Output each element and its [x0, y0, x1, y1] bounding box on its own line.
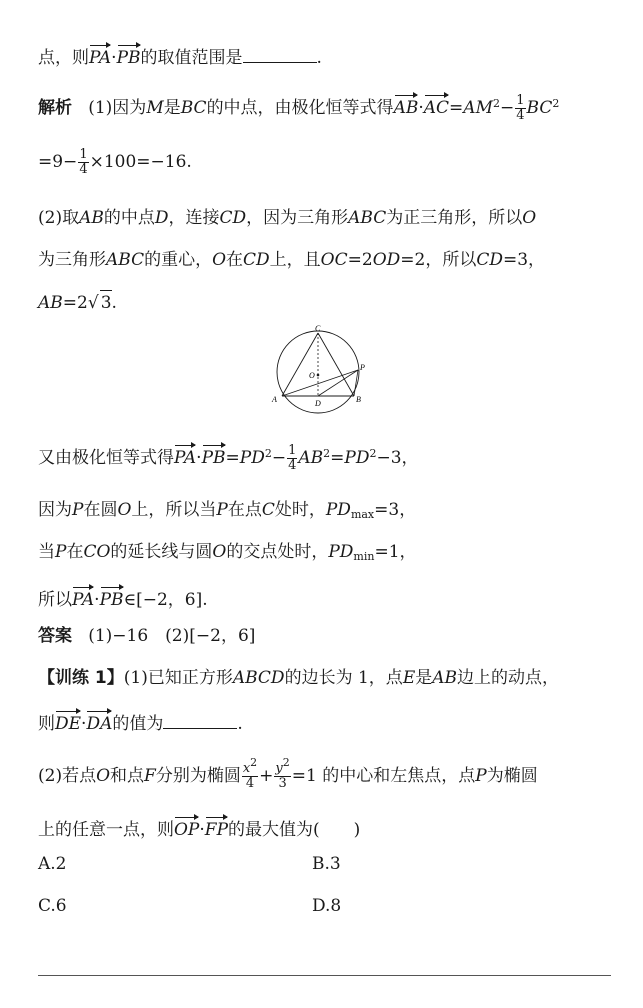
exponent: 2 — [369, 447, 377, 460]
label-C: C — [315, 324, 321, 333]
text: 的延长线与圆 — [110, 542, 213, 562]
text: 边上的动点， — [457, 668, 560, 688]
question-tail-line — [38, 44, 613, 70]
answer-text: (1)−16 (2)[−2，6] — [88, 626, 256, 646]
text: 的边长为 1，点 — [284, 668, 403, 688]
var-AB: AB — [432, 668, 458, 688]
exponent: 2 — [323, 447, 331, 460]
text: =1 的中心和左焦点，点 — [291, 766, 476, 786]
text: 当 — [38, 542, 55, 562]
text: 所以 — [38, 590, 72, 610]
text: 是 — [415, 668, 433, 688]
answer-label: 答案 — [38, 626, 72, 646]
denominator: 4 — [245, 776, 255, 791]
var-PD: PD — [328, 542, 354, 562]
exponent: 2 — [492, 97, 500, 110]
var-CO: CO — [83, 542, 111, 562]
training-label: 【训练 1】 — [38, 668, 124, 688]
text: 上，所以当 — [131, 500, 217, 520]
text: = — [225, 448, 240, 468]
text: ∈[−2，6]. — [123, 590, 208, 610]
var-ABC: ABC — [106, 250, 145, 270]
label-P: P — [360, 363, 365, 372]
var-O: O — [212, 250, 227, 270]
var-OD: OD — [372, 250, 401, 270]
var-CD: CD — [243, 250, 270, 270]
solution-line-6: 又由极化恒等式得$PA\cdot PB=PD^2-$ $\frac{1}{4}$ $AB^2=PD^2-3$， — [38, 443, 419, 473]
footer-divider — [38, 975, 611, 976]
text: 在点 — [227, 500, 262, 520]
label-B: B — [356, 395, 361, 404]
answer-line — [38, 624, 613, 648]
var-BC: BC — [180, 98, 207, 118]
solution-line-2 — [38, 148, 613, 177]
text: ，因为三角形 — [246, 208, 349, 228]
var-D: D — [154, 208, 169, 228]
training-line-3: (2)若点O和点F分别为椭圆 $\frac{x^2}{4}$ + $\frac{y^2}{3}$ =1 的中心和左焦点，点P为椭圆 — [38, 756, 538, 791]
exponent: 2 — [552, 97, 560, 110]
var-P: P — [216, 500, 228, 520]
text: 的交点处时， — [226, 542, 329, 562]
exponent: 2 — [250, 756, 258, 769]
vector-PA: PA — [89, 44, 111, 70]
text: 又由极化恒等式得 — [38, 448, 174, 468]
var-P: P — [475, 766, 487, 786]
text: 上，且 — [269, 250, 321, 270]
text: =3， — [374, 500, 417, 520]
numerator: 1 — [79, 147, 88, 162]
var-AB: AB — [79, 208, 104, 228]
option-C: C.6 — [38, 896, 67, 916]
var-y: y — [275, 761, 283, 776]
text: 是 — [163, 98, 181, 118]
text: (2)若点 — [38, 766, 97, 786]
text: 的最大值为( ) — [228, 820, 361, 840]
var-O: O — [212, 542, 227, 562]
fraction-quarter — [78, 148, 88, 177]
center-point-O — [317, 374, 320, 377]
exponent: 2 — [264, 447, 272, 460]
fraction-quarter — [287, 444, 297, 473]
answer-blank — [163, 710, 237, 729]
segment-BC — [318, 333, 354, 396]
training-line-1 — [38, 666, 613, 690]
text: =3， — [502, 250, 546, 270]
text: 在 — [226, 250, 244, 270]
text: =2 — [62, 293, 88, 313]
text: 处时， — [274, 500, 326, 520]
var-CD: CD — [219, 208, 247, 228]
text: . — [111, 293, 117, 313]
var-CD: CD — [476, 250, 503, 270]
text: . — [237, 714, 243, 734]
text: 的中点 — [103, 208, 155, 228]
text: 的中点，由极化恒等式得 — [206, 98, 394, 118]
var-PD: PD — [344, 448, 370, 468]
vector-OP: OP — [174, 816, 199, 842]
numerator — [242, 756, 258, 777]
text: 在 — [66, 542, 84, 562]
solution-line-1: 解析 (1)因为M是BC的中点，由极化恒等式得$AB\cdot AC=AM^2-$ $\frac{1}{4}$ $BC^2$ — [38, 93, 560, 123]
option-D: D.8 — [312, 896, 342, 916]
vector-PB: PB — [117, 44, 141, 70]
solution-line-9: 所以PA·PB∈[−2，6]. — [38, 586, 613, 612]
text: 的重心， — [144, 250, 213, 270]
vector-PA: PA — [72, 586, 94, 612]
denominator: 3 — [278, 776, 287, 791]
text: (1)因为 — [88, 98, 147, 118]
text: ，连接 — [168, 208, 220, 228]
vector-DE: DE — [55, 710, 81, 736]
exponent: 2 — [282, 756, 290, 769]
var-C: C — [261, 500, 275, 520]
text: 上的任意一点，则 — [38, 820, 174, 840]
vector-PA: PA — [174, 444, 196, 470]
var-BC: BC — [526, 98, 553, 118]
text: 为椭圆 — [486, 766, 538, 786]
text: =2 — [347, 250, 373, 270]
text: ×100=−16. — [89, 152, 192, 172]
text: 和点 — [110, 766, 145, 786]
training-line-2: 则DE·DA的值为 . — [38, 710, 613, 736]
vector-AB: AB — [394, 94, 419, 120]
numerator: 1 — [288, 443, 297, 458]
solution-line-8 — [38, 540, 613, 564]
var-E: E — [402, 668, 416, 688]
text: (1)已知正方形 — [123, 668, 233, 688]
solution-line-4 — [38, 248, 613, 272]
text: 分别为椭圆 — [155, 766, 241, 786]
numerator — [274, 756, 290, 777]
var-O: O — [522, 208, 537, 228]
solution-line-5: AB=2√ 3. — [38, 290, 613, 315]
text: −3， — [376, 448, 419, 468]
var-OC: OC — [320, 250, 348, 270]
var-AB: AB — [38, 293, 63, 313]
answer-blank — [243, 44, 317, 63]
denominator: 4 — [79, 162, 88, 177]
text: 的值为 — [112, 714, 164, 734]
vector-DA: DA — [86, 710, 112, 736]
fraction-y2-over-3 — [274, 756, 290, 791]
fraction-x2-over-4 — [242, 756, 258, 791]
var-AM: AM — [463, 98, 493, 118]
vector-FP: FP — [205, 816, 228, 842]
text: = — [449, 98, 464, 118]
segment-AC — [282, 333, 318, 396]
vector-AC: AC — [424, 94, 449, 120]
var-PD: PD — [239, 448, 265, 468]
subscript-min: min — [353, 550, 375, 563]
text: 的取值范围是 — [140, 48, 243, 68]
var-AB: AB — [298, 448, 324, 468]
var-O: O — [96, 766, 111, 786]
text: 因为 — [38, 500, 72, 520]
option-B: B.3 — [312, 854, 341, 874]
text: 为三角形 — [38, 250, 106, 270]
dot-op: · — [111, 48, 117, 68]
var-ABCD: ABCD — [232, 668, 285, 688]
var-P: P — [55, 542, 67, 562]
vector-PB: PB — [202, 444, 226, 470]
geometry-figure — [268, 322, 376, 414]
var-O: O — [117, 500, 132, 520]
solution-line-7 — [38, 498, 613, 522]
text: =2，所以 — [400, 250, 477, 270]
var-M: M — [146, 98, 164, 118]
sqrt-radicand: 3 — [100, 290, 112, 315]
text: 为正三角形，所以 — [386, 208, 523, 228]
vector-PB: PB — [100, 586, 124, 612]
option-A: A.2 — [38, 854, 67, 874]
text: 则 — [38, 714, 55, 734]
solution-label: 解析 — [38, 98, 72, 118]
fraction-quarter — [515, 94, 525, 123]
label-D: D — [315, 399, 321, 408]
text: 在圆 — [83, 500, 118, 520]
training-line-4: 上的任意一点，则OP·FP的最大值为( ) — [38, 816, 613, 842]
text: . — [316, 48, 322, 68]
var-P: P — [72, 500, 84, 520]
text: − — [271, 448, 287, 468]
text: =1， — [374, 542, 417, 562]
label-O: O — [309, 371, 315, 380]
numerator: 1 — [516, 93, 525, 108]
var-PD: PD — [325, 500, 351, 520]
text: 点，则 — [38, 48, 89, 68]
subscript-max: max — [350, 508, 375, 521]
text: − — [499, 98, 515, 118]
denominator: 4 — [516, 108, 525, 123]
text: (2)取 — [38, 208, 80, 228]
label-A: A — [272, 395, 277, 404]
denominator: 4 — [288, 458, 297, 473]
var-x: x — [242, 761, 251, 776]
text: = — [330, 448, 345, 468]
var-F: F — [144, 766, 156, 786]
text: =9− — [38, 152, 78, 172]
var-ABC: ABC — [348, 208, 387, 228]
solution-line-3 — [38, 206, 613, 230]
